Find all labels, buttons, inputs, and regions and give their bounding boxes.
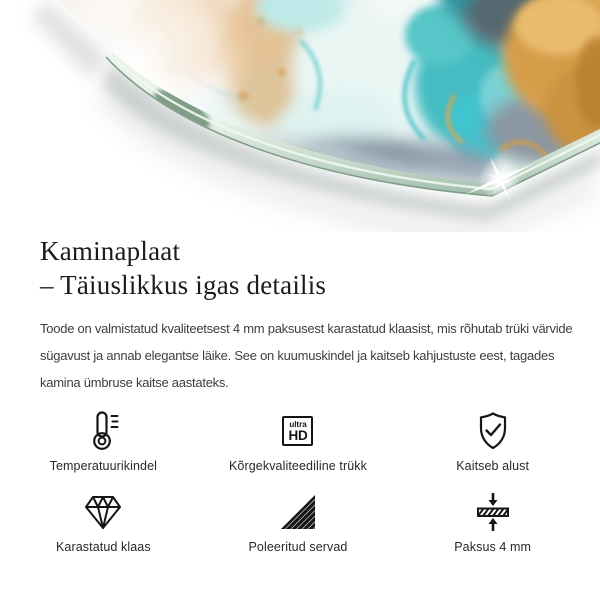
- product-description-section: [0, 232, 600, 396]
- feature-label: Karastatud klaas: [55, 540, 151, 554]
- feature-polished-edges: [201, 490, 396, 554]
- feature-label: Temperatuurikindel: [49, 459, 158, 473]
- feature-protects-base: [395, 409, 590, 473]
- feature-ultra-hd-print: [201, 409, 396, 473]
- page-title: [40, 234, 560, 302]
- feature-label: Kaitseb alust: [456, 459, 530, 473]
- thermometer-icon: [81, 409, 125, 453]
- ultra-hd-icon: ultra HD: [282, 416, 313, 446]
- feature-label: Paksus 4 mm: [454, 540, 532, 554]
- shield-check-icon: [471, 409, 515, 453]
- feature-label: Kõrgekvaliteediline trükk: [228, 459, 367, 473]
- glass-panel-image: [0, 0, 600, 232]
- product-description: Toode on valmistatud kvaliteetsest 4 mm paksusest karastatud klaasist, mis rõhutab trüki värvide sügavust ja annab elegantse läike. See on kuumuskindel ja kaitseb kahjustuste eest, tagades kamina ümbruse kaitse aastateks.: [40, 321, 573, 390]
- feature-grid: [0, 409, 600, 554]
- page-title-line1: Kaminaplaat: [40, 236, 181, 266]
- product-photo: [0, 0, 600, 232]
- feature-temperature: [6, 409, 201, 473]
- page-title-line2: – Täiuslikkus igas detailis: [40, 270, 327, 300]
- feature-thickness: [395, 490, 590, 554]
- feature-label: Poleeritud servad: [248, 540, 348, 554]
- polished-edges-icon: [276, 490, 320, 534]
- thickness-icon: [471, 490, 515, 534]
- diamond-icon: [79, 491, 127, 533]
- feature-tempered-glass: [6, 490, 201, 554]
